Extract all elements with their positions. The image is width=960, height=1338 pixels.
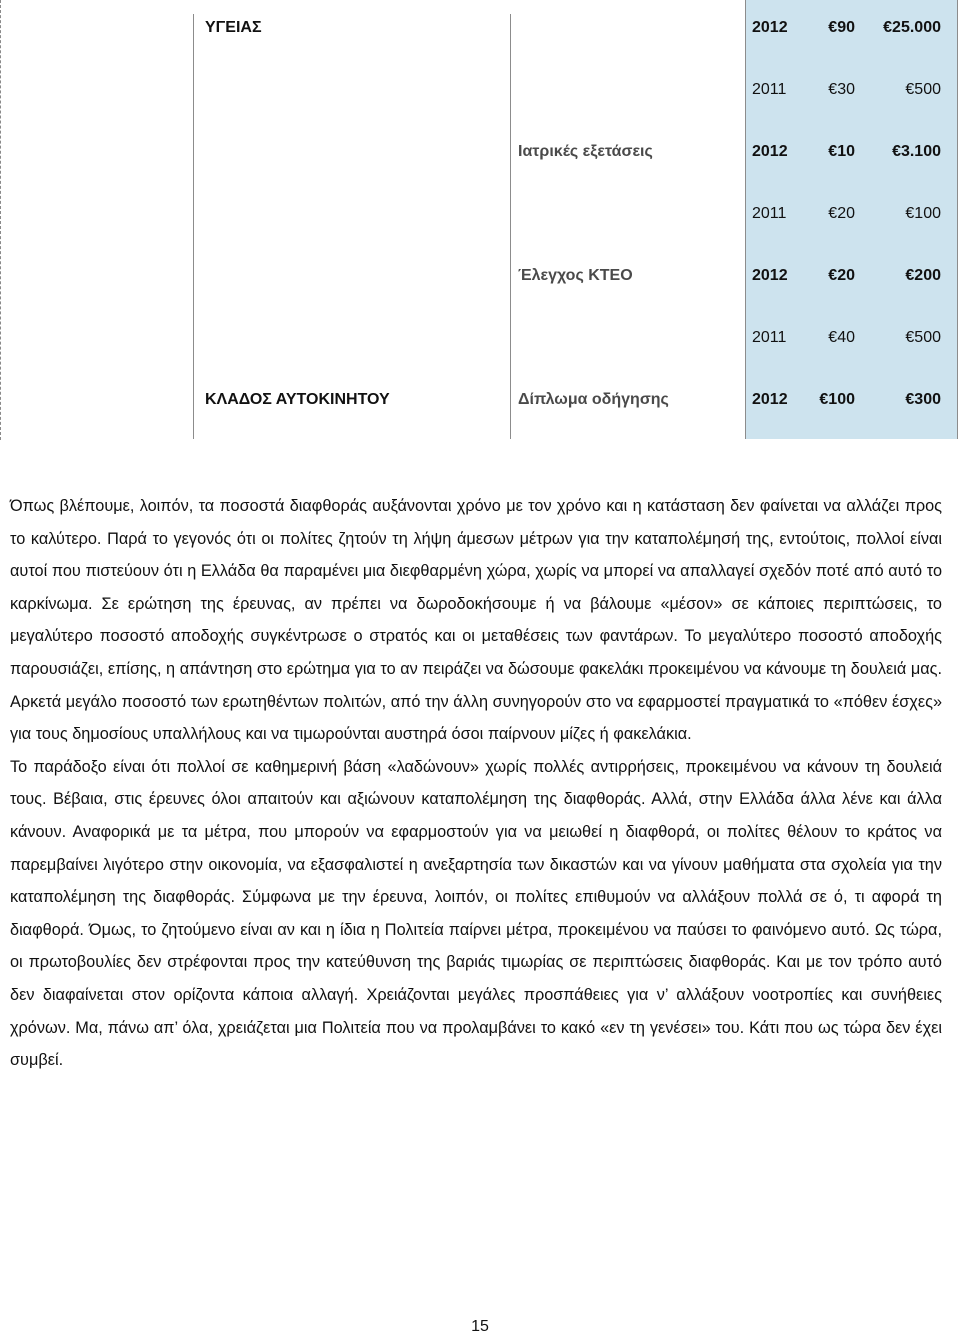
column-divider: [510, 14, 511, 439]
bribe-cell: €20: [828, 205, 855, 222]
year-cell: 2011: [752, 81, 787, 98]
paragraph: Όπως βλέπουμε, λοιπόν, τα ποσοστά διαφθοράς αυξάνονται χρόνο με τον χρόνο και η κατάσταση δεν φαίνεται να αλλάζει προς το καλύτερο. Παρά το γεγονός ότι οι πολίτες ζητούν τη λήψη άμεσων μέτρων για την καταπολέμησή της, εντούτοις, πολλοί είναι αυτοί που πιστεύουν ότι η Ελλάδα θα παραμένει μια διεφθαρμένη χώρα, χωρίς να μπορεί να απαλλαγεί σχεδόν ποτέ από αυτό το καρκίνωμα. Σε ερώτηση της έρευνας, αν πρέπει να δωροδοκήσουμε ή να βάλουμε «μέσον» σε κάποιες περιπτώσεις, το μεγαλύτερο ποσοστό αποδοχής συγκέντρωσε ο στρατός και οι μεταθέσεις των φαντάρων. Το μεγαλύτερο ποσοστό αποδοχής παρουσιάζει, επίσης, η απάντηση στο ερώτημα για το αν πειράζει να δώσουμε φακελάκι προκειμένου να κάνουμε τη δουλειά μας. Αρκετά μεγάλο ποσοστό των ερωτηθέντων πολιτών, από την άλλη συνηγορούν στο να εφαρμοστεί πραγματικά το «πόθεν έσχες» για τους δημοσίους υπαλλήλους και να τιμωρούνται αυστηρά όσοι παίρνουν μίζες ή φακελάκια.: [10, 497, 942, 744]
cost-cell: €200: [905, 267, 941, 284]
paragraph: Το παράδοξο είναι ότι πολλοί σε καθημερινή βάση «λαδώνουν» χωρίς πολλές αντιρρήσεις, προκειμένου να κάνουν τη δουλειά τους. Βέβαια, στις έρευνες όλοι απαιτούν και αξιώνουν καταπολέμηση της διαφθοράς. Αλλά, στην Ελλάδα άλλα λένε και άλλα κάνουν. Αναφορικά με τα μέτρα, που μπορούν να εφαρμοστούν για να μειωθεί η διαφθορά, οι πολίτες θέλουν το κράτος να παρεμβαίνει λιγότερο στην οικονομία, να εξασφαλιστεί η ανεξαρτησία των δικαστών και να γίνουν μαθήματα στα σχολεία για την καταπολέμηση της διαφθοράς. Σύμφωνα με την έρευνα, λοιπόν, οι πολίτες επιθυμούν να αλλάξουν πολλά σε ό, τι αφορά τη διαφθορά. Όμως, το ζητούμενο είναι αν και η ίδια η Πολιτεία παίρνει μέτρα, προκειμένου να παύσει το φαινόμενο αυτό. Ως τώρα, οι πρωτοβουλίες δεν στρέφονται προς την κατεύθυνση της βαριάς τιμωρίας σε περιπτώσεις διαφθοράς. Και με τον τρόπο αυτό δεν διαφαίνεται στον ορίζοντα κάποια αλλαγή. Χρειάζονται μεγάλες προσπάθειες για ν’ αλλάξουν νοοτροπίες και συνήθειες χρόνων. Μα, πάνω απ’ όλα, χρειάζεται μια Πολιτεία που να προλαμβάνει το κακό «εν τη γενέσει» του. Κάτι που ως τώρα δεν έχει συμβεί.: [10, 757, 942, 1070]
cost-cell: €500: [905, 81, 941, 98]
body-text: [10, 490, 942, 1077]
column-divider: [957, 0, 958, 439]
bribe-cell: €10: [828, 143, 855, 160]
service-cell: Έλεγχος ΚΤΕΟ: [518, 267, 633, 284]
column-divider: [745, 0, 746, 439]
section-label-health: ΥΓΕΙΑΣ: [205, 19, 262, 36]
cost-cell: €300: [905, 391, 941, 408]
cost-cell: €100: [905, 205, 941, 222]
page-number: 15: [471, 1318, 489, 1335]
bribe-cell: €40: [828, 329, 855, 346]
bribe-cell: €30: [828, 81, 855, 98]
year-cell: 2011: [752, 205, 787, 222]
year-cell: 2012: [752, 391, 788, 408]
year-cell: 2011: [752, 329, 787, 346]
service-cell: Δίπλωμα οδήγησης: [518, 391, 669, 408]
cost-cell: €500: [905, 329, 941, 346]
bribery-table: [0, 0, 960, 440]
year-cell: 2012: [752, 143, 788, 160]
column-divider: [193, 14, 194, 439]
cost-cell: €25.000: [883, 19, 941, 36]
service-cell: Ιατρικές εξετάσεις: [518, 143, 653, 160]
bribe-cell: €90: [828, 19, 855, 36]
cost-cell: €3.100: [892, 143, 941, 160]
bribe-cell: €100: [819, 391, 855, 408]
bribe-cell: €20: [828, 267, 855, 284]
year-cell: 2012: [752, 19, 788, 36]
year-cell: 2012: [752, 267, 788, 284]
section-label-automobile: ΚΛΑΔΟΣ ΑΥΤΟΚΙΝΗΤΟΥ: [205, 391, 390, 408]
